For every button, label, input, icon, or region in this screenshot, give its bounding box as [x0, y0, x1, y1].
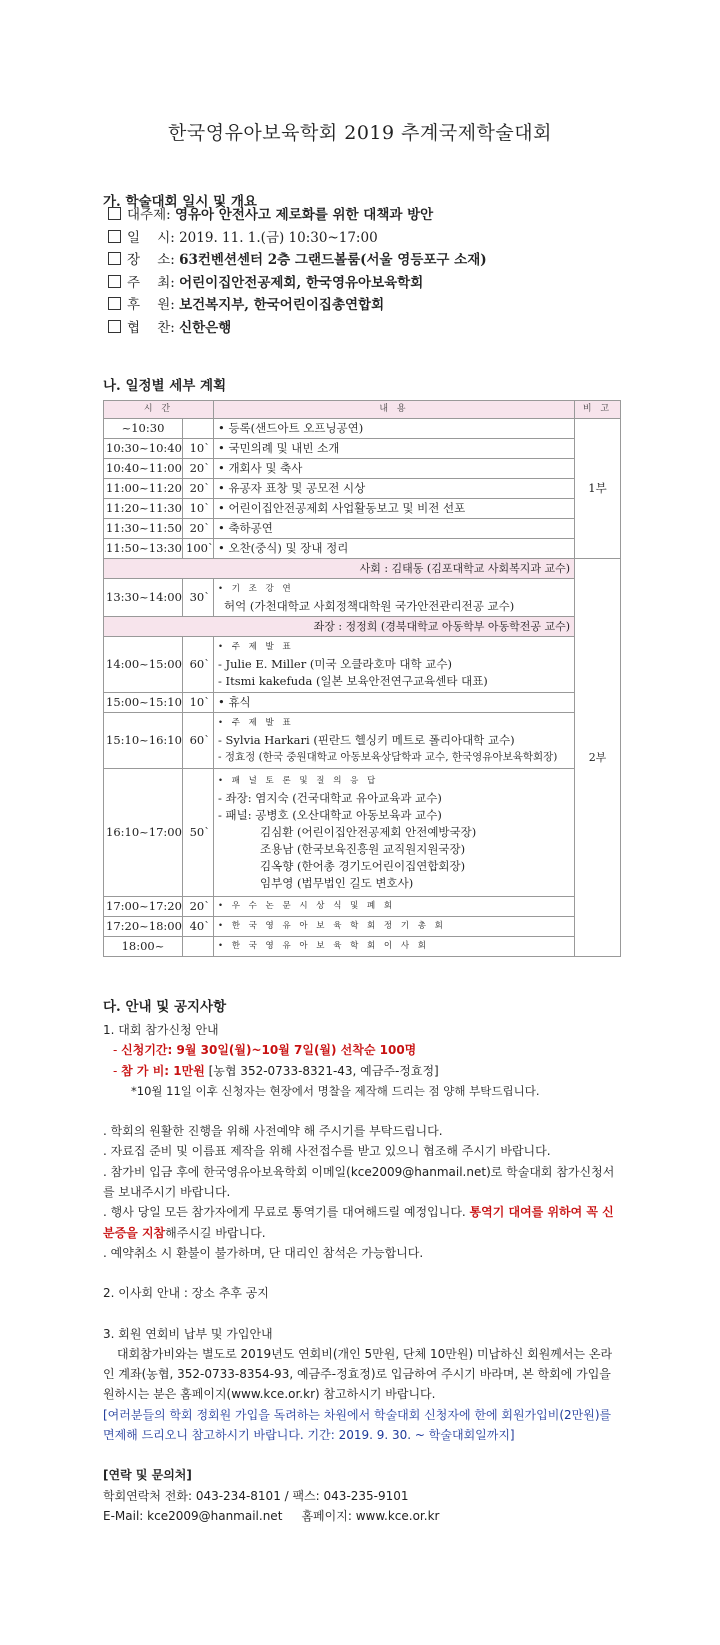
document-title: 한국영유아보육학회 2019 추계국제학술대회: [168, 122, 552, 144]
table-row: 17:20~18:00 40` • 한 국 영 유 아 보 육 학 회 정 기 총 회: [104, 917, 621, 937]
table-row: 17:00~17:20 20` • 우 수 논 문 시 상 식 및 폐 회: [104, 897, 621, 917]
table-row: 10:40~11:00 20` • 개회사 및 축사: [104, 459, 621, 479]
overview-item: 대주제: 영유아 안전사고 제로화를 위한 대책과 방안: [108, 204, 487, 227]
checkbox-icon: [108, 230, 121, 243]
registration-fee: - 참 가 비: 1만원 [농협 352-0733-8321-43, 예금주-정효정]: [113, 1063, 439, 1078]
fee-note: *10월 11일 이후 신청자는 현장에서 명찰을 제작해 드리는 점 양해 부탁드립니다.: [131, 1083, 540, 1098]
table-row: 11:00~11:20 20` • 유공자 표창 및 공모전 시상: [104, 479, 621, 499]
notice-line: . 자료집 준비 및 이름표 제작을 위해 사전접수를 받고 있으니 협조해 주시기 바랍니다.: [103, 1144, 551, 1159]
overview-item: 협 찬: 신한은행: [108, 317, 487, 340]
table-row: 15:10~16:10 60` • 주 제 발 표 - Sylvia Harkari (핀란드 헬싱키 메트로 폴리아대학 교수) - 정효정 (한국 중원대학교 아동보육상담학과 교수, 한국영유아보육학회장): [104, 713, 621, 769]
registration-heading: 1. 대회 참가신청 안내: [103, 1023, 219, 1037]
overview-item: 장 소: 63컨벤션센터 2층 그랜드볼룸(서울 영등포구 소재): [108, 249, 487, 272]
checkbox-icon: [108, 320, 121, 333]
notice-line: . 예약취소 시 환불이 불가하며, 단 대리인 참석은 가능합니다.: [103, 1245, 424, 1260]
chair1-text: 사회 : 김태동 (김포대학교 사회복지과 교수): [104, 559, 575, 579]
contact-heading: [연락 및 문의처]: [103, 1468, 192, 1483]
table-row: 11:30~11:50 20` • 축하공연: [104, 519, 621, 539]
section-schedule-heading: 나. 일정별 세부 계획: [103, 378, 227, 394]
table-row: ~10:30 • 등록(샌드아트 오프닝공연) 1부: [104, 419, 621, 439]
part1-label: 1부: [575, 419, 621, 559]
header-content: 내 용: [214, 401, 575, 419]
notice-line: . 참가비 입금 후에 한국영유아보육학회 이메일(kce2009@hanmail.net)로 학술대회 참가신청서를 보내주시기 바랍니다.: [103, 1164, 615, 1200]
chair-row: [104, 617, 621, 637]
table-row: 11:20~11:30 10` • 어린이집안전공제회 사업활동보고 및 비전 선포: [104, 499, 621, 519]
notice-block: [103, 1020, 623, 1526]
membership-text: 대회참가비와는 별도로 2019년도 연회비(개인 5만원, 단체 10만원) 미납하신 회원께서는 온라인 계좌(농협, 352-0733-8354-93, 예금주-정효정)로 입금하여 주시기 바라며, 본 학회에 가입을 원하시는 분은 홈페이지(www.kce.or.kr) 참고하시기 바랍니다.: [103, 1346, 613, 1402]
header-time: 시 간: [104, 401, 214, 419]
table-row: 14:00~15:00 60` • 주 제 발 표 - Julie E. Miller (미국 오클라호마 대학 교수) - Itsmi kakefuda (일본 보육안전연구교육센타 대표): [104, 637, 621, 693]
table-row: 13:30~14:00 30` • 기 조 강 연 허억 (가천대학교 사회정책대학원 국가안전관리전공 교수): [104, 579, 621, 617]
checkbox-icon: [108, 252, 121, 265]
chair-row: [104, 559, 621, 579]
table-row: 18:00~ • 한 국 영 유 아 보 육 학 회 이 사 회: [104, 937, 621, 957]
schedule-table: [103, 400, 621, 957]
part2-label: 2부: [575, 559, 621, 957]
table-row: 15:00~15:10 10` • 휴식: [104, 693, 621, 713]
overview-item: 일 시: 2019. 11. 1.(금) 10:30~17:00: [108, 227, 487, 250]
section-overview-heading: 가. 학술대회 일시 및 개요: [103, 194, 257, 210]
section-notice-heading: 다. 안내 및 공지사항: [103, 999, 227, 1015]
notice-line: . 행사 당일 모든 참가자에게 무료로 통역기를 대여해드릴 예정입니다. 통역기 대여를 위하여 꼭 신분증을 지참해주시길 바랍니다.: [103, 1205, 614, 1240]
overview-item: 주 최: 어린이집안전공제회, 한국영유아보육학회: [108, 272, 487, 295]
notice-line: . 학회의 원활한 진행을 위해 사전예약 해 주시기를 부탁드립니다.: [103, 1124, 443, 1139]
registration-period: - 신청기간: 9월 30일(월)~10월 7일(월) 선착순 100명: [113, 1043, 417, 1058]
chair2-text: 좌장 : 정정희 (경북대학교 아동학부 아동학전공 교수): [104, 617, 575, 637]
membership-heading: 3. 회원 연회비 납부 및 가입안내: [103, 1326, 273, 1341]
contact-email: E-Mail: kce2009@hanmail.net 홈페이지: www.kce.or.kr: [103, 1508, 440, 1523]
header-note: 비 고: [575, 401, 621, 419]
checkbox-icon: [108, 275, 121, 288]
table-row: 10:30~10:40 10` • 국민의례 및 내빈 소개: [104, 439, 621, 459]
overview-list: [108, 204, 487, 339]
table-row: 16:10~17:00 50` • 패 널 토 론 및 질 의 응 답 - 좌장: 염지숙 (건국대학교 유아교육과 교수) - 패널: 공병호 (오산대학교 아동보육과 교수) 김심환 (어린이집안전공제회 안전예방국장) 조용남 (한국보육진흥원 교직원지원국장) 김옥향 (한어총 경기도어린이집연합회장) 임부영 (법무법인 길도 변호사): [104, 769, 621, 897]
membership-promo: [여러분들의 학회 정회원 가입을 독려하는 차원에서 학술대회 신청자에 한에 회원가입비(2만원)를 면제해 드리오니 참고하시기 바랍니다. 기간: 2019. 9. 30. ~ 학술대회일까지]: [103, 1407, 612, 1443]
contact-phone: 학회연락처 전화: 043-234-8101 / 팩스: 043-235-9101: [103, 1488, 409, 1503]
table-row: 11:50~13:30 100` • 오찬(중식) 및 장내 정리: [104, 539, 621, 559]
board-meeting-notice: 2. 이사회 안내 : 장소 추후 공지: [103, 1286, 269, 1301]
overview-item: 후 원: 보건복지부, 한국어린이집총연합회: [108, 294, 487, 317]
checkbox-icon: [108, 297, 121, 310]
checkbox-icon: [108, 207, 121, 220]
table-header-row: [104, 401, 621, 419]
